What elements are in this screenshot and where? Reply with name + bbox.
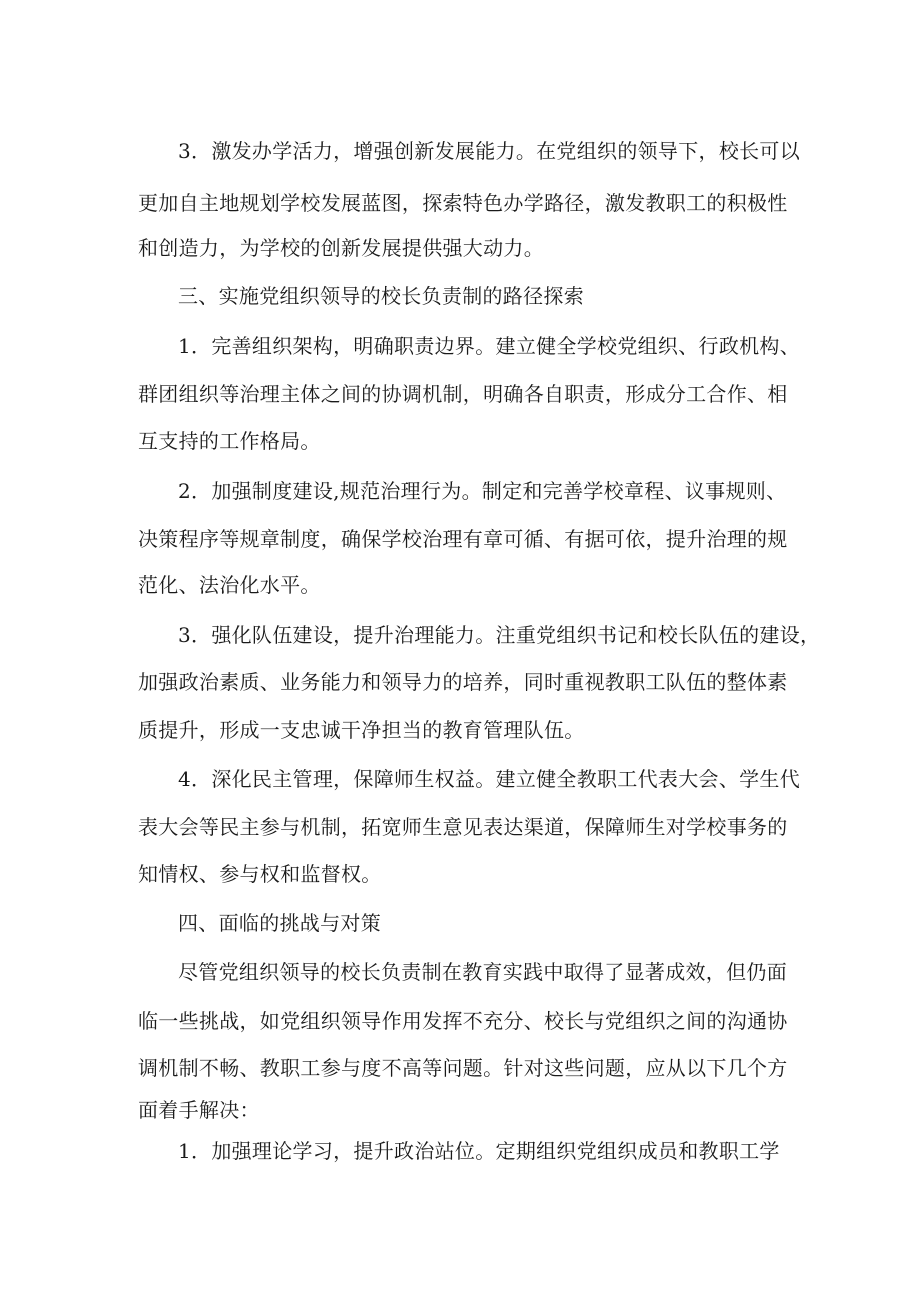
measure-3-line-1: 3．强化队伍建设，提升治理能力。注重党组织书记和校长队伍的建设，	[178, 623, 821, 647]
measure-4-line-3: 知情权、参与权和监督权。	[138, 862, 382, 886]
measure-4-line-1: 4．深化民主管理，保障师生权益。建立健全教职工代表大会、学生代	[178, 767, 801, 791]
measure-2-line-3: 范化、法治化水平。	[138, 573, 321, 597]
paragraph-3-line-2: 更加自主地规划学校发展蓝图，探索特色办学路径，激发教职工的积极性	[138, 191, 788, 215]
paragraph-3-line-1: 3．激发办学活力，增强创新发展能力。在党组织的领导下，校长可以	[178, 139, 801, 163]
challenge-paragraph-line-2: 临一些挑战，如党组织领导作用发挥不充分、校长与党组织之间的沟通协	[138, 1009, 788, 1033]
measure-1-line-1: 1．完善组织架构，明确职责边界。建立健全学校党组织、行政机构、	[178, 334, 801, 358]
measure-3-line-2: 加强政治素质、业务能力和领导力的培养，同时重视教职工队伍的整体素	[138, 670, 788, 694]
measure-2-line-2: 决策程序等规章制度，确保学校治理有章可循、有据可依，提升治理的规	[138, 527, 788, 551]
measure-2-line-1: 2．加强制度建设,规范治理行为。制定和完善学校章程、议事规则、	[178, 479, 787, 503]
challenge-paragraph-line-1: 尽管党组织领导的校长负责制在教育实践中取得了显著成效，但仍面	[178, 960, 787, 984]
section-heading-3: 三、实施党组织领导的校长负责制的路径探索	[178, 284, 584, 308]
measure-4-line-2: 表大会等民主参与机制，拓宽师生意见表达渠道，保障师生对学校事务的	[138, 815, 788, 839]
measure-1-line-3: 互支持的工作格局。	[138, 429, 321, 453]
paragraph-3-line-3: 和创造力，为学校的创新发展提供强大动力。	[138, 236, 544, 260]
measure-3-line-3: 质提升，形成一支忠诚干净担当的教育管理队伍。	[138, 718, 585, 742]
challenge-paragraph-line-4: 面着手解决：	[138, 1098, 260, 1122]
countermeasure-1-line-1: 1．加强理论学习，提升政治站位。定期组织党组织成员和教职工学	[178, 1139, 780, 1163]
measure-1-line-2: 群团组织等治理主体之间的协调机制，明确各自职责，形成分工合作、相	[138, 382, 788, 406]
challenge-paragraph-line-3: 调机制不畅、教职工参与度不高等问题。针对这些问题，应从以下几个方	[138, 1056, 788, 1080]
section-heading-4: 四、面临的挑战与对策	[178, 911, 381, 935]
